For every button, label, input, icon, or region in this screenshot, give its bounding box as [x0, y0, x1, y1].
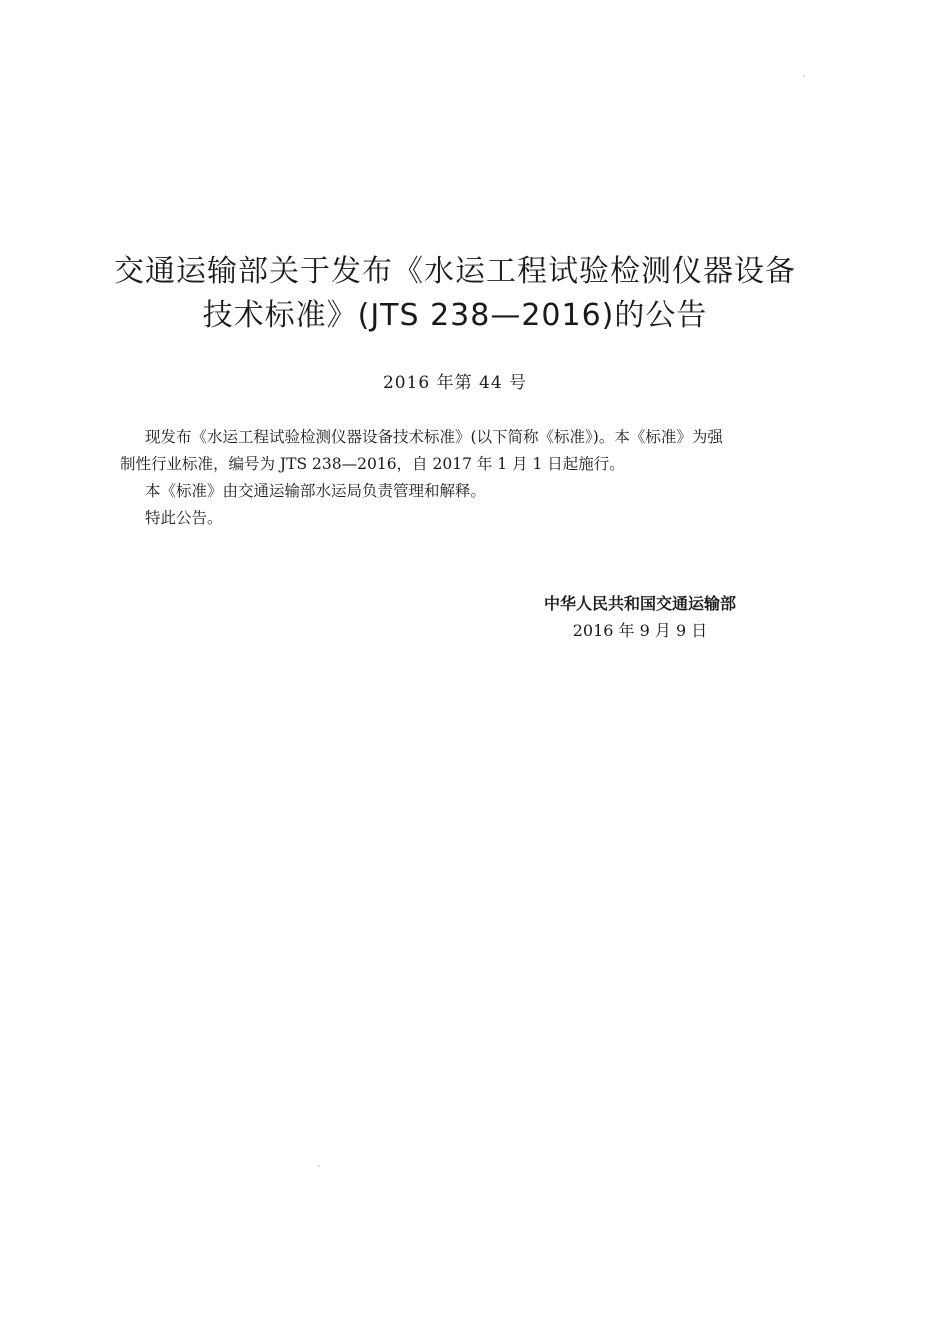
- scan-speck: [803, 75, 805, 77]
- body-paragraph-3: 特此公告。: [145, 509, 223, 527]
- announcement-title-line-1: 交通运输部关于发布《水运工程试验检测仪器设备: [114, 254, 796, 289]
- document-number: 2016 年第 44 号: [382, 373, 528, 393]
- signature-date: 2016 年 9 月 9 日: [572, 621, 708, 640]
- body-paragraph-2: 本《标准》由交通运输部水运局负责管理和解释。: [145, 482, 487, 500]
- announcement-title-line-2: 技术标准》(JTS 238—2016)的公告: [202, 298, 708, 333]
- scan-speck: [318, 1165, 320, 1167]
- body-paragraph-1-line-1: 现发布《水运工程试验检测仪器设备技术标准》(以下简称《标准》)。本《标准》为强: [145, 428, 723, 446]
- body-paragraph-1-line-2: 制性行业标准，编号为 JTS 238—2016，自 2017 年 1 月 1 日起施行。: [120, 455, 625, 473]
- signature-organization: 中华人民共和国交通运输部: [543, 594, 736, 613]
